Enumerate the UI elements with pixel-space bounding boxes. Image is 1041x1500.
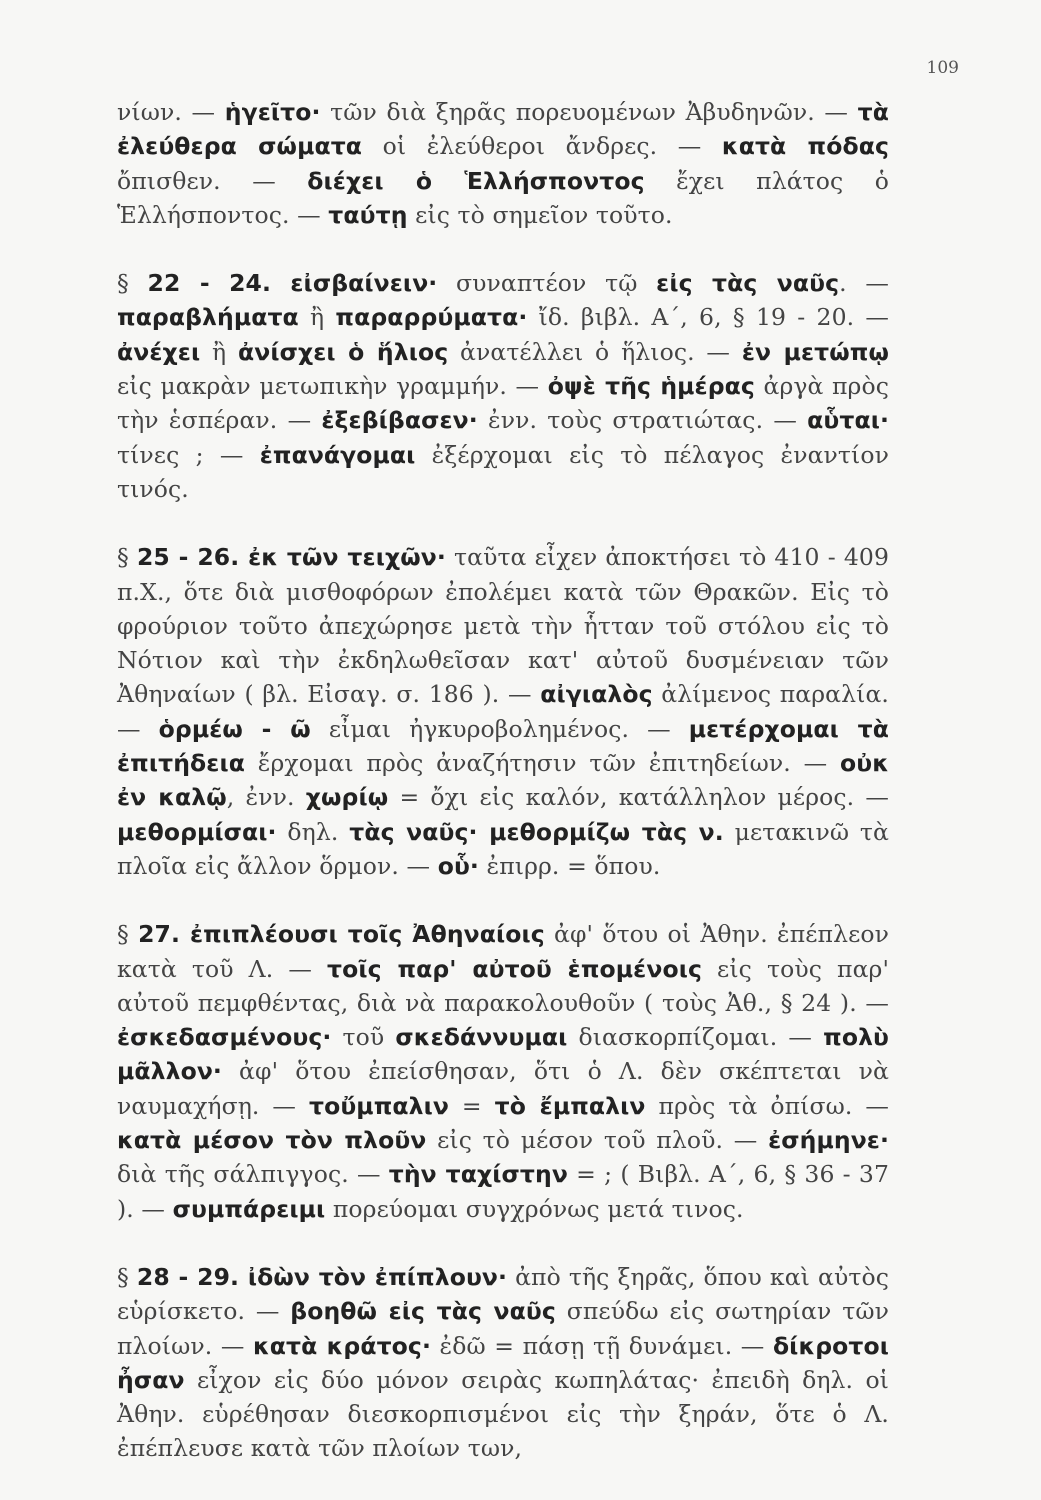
lemma-term: τὸ ἔμπαλιν [494,1091,646,1120]
lemma-term: ἐν μετώπῳ [741,337,889,366]
lemma-term: κατὰ πόδας [721,132,889,161]
gloss-text: ἔχει πλάτος ὁ Ἑλλήσποντος. — [117,166,890,229]
gloss-text: νίων. — [117,98,225,126]
lemma-term: ταύτῃ [328,200,408,229]
gloss-text: § [117,543,137,572]
gloss-text: = ; ( Βιβλ. Α΄, 6, § 36 - 37 ). — [117,1160,890,1223]
lemma-term: παραβλήματα [117,303,299,332]
gloss-text: ἐδῶ = πάσῃ τῇ δυνάμει. — [430,1331,773,1360]
gloss-text: = [448,1091,495,1120]
paragraph [117,266,889,506]
lemma-term: μεθορμίσαι· [117,817,277,846]
gloss-text: ἴδ. βιβλ. Α΄, 6, § 19 - 20. — [527,303,889,332]
lemma-term: ὀψὲ τῆς ἡμέρας [547,372,755,401]
lemma-term: 22 - 24. εἰσβαίνειν· [147,269,438,298]
gloss-text: ἀλίμενος παραλία. — [117,680,889,743]
gloss-text: εἰς τοὺς παρ' αὐτοῦ πεμφθέντας, διὰ νὰ παρακολουθοῦν ( τοὺς Ἀθ., § 24 ). — [117,954,890,1017]
gloss-text: ὄπισθεν. — [117,166,308,195]
page-number: 109 [926,58,959,78]
lemma-term: τοὔμπαλιν [308,1091,449,1120]
lemma-term: 25 - 26. ἐκ τῶν τειχῶν· [136,543,446,572]
gloss-text: ἀφ' ὅτου ἐπείσθησαν, ὅτι ὁ Λ. δὲν σκέπτεται νὰ ναυμαχήσῃ. — [117,1057,889,1120]
gloss-text: μετακινῶ τὰ πλοῖα εἰς ἄλλον ὅρμον. — [117,817,889,880]
gloss-text: δηλ. [276,817,350,846]
lemma-term: συμπάρειμι [172,1194,326,1223]
gloss-text: ἐξέρχομαι εἰς τὸ πέλαγος ἐναντίον τινός. [117,440,889,503]
paragraph [117,95,889,232]
lemma-term: πολὺ μᾶλλον· [117,1023,890,1086]
gloss-text: συναπτέον τῷ [437,269,657,298]
lemma-term: ἐσήμηνε· [768,1126,890,1155]
lemma-term: ἀνέχει [117,337,201,366]
lemma-term: τοῖς παρ' αὐτοῦ ἑπομένοις [327,954,702,983]
lemma-term: κατὰ μέσον τὸν πλοῦν [117,1126,427,1155]
lemma-term: οὐκ ἐν καλῷ [117,749,889,812]
gloss-text: , ἐνν. [226,783,306,812]
gloss-text: εἶμαι ἠγκυροβολημένος. — [310,714,689,743]
gloss-text: τοῦ [331,1023,396,1052]
gloss-text: τῶν διὰ ξηρᾶς πορευομένων Ἀβυδηνῶν. — [320,98,858,126]
gloss-text: ἀνατέλλει ὁ ἥλιος. — [448,337,742,366]
gloss-text: ἢ [298,303,336,332]
gloss-text: ἀφ' ὅτου οἱ Ἀθην. ἐπέπλεον κατὰ τοῦ Λ. — [117,920,889,983]
gloss-text: § [117,269,148,298]
lemma-term: 27. ἐπιπλέουσι τοῖς Ἀθηναίοις [138,920,545,949]
lemma-term: ἀνίσχει ὁ ἥλιος [237,337,449,366]
paragraph [117,917,889,1226]
lemma-term: σκεδάννυμαι [395,1023,568,1052]
gloss-text: οἱ ἐλεύθεροι ἄνδρες. — [362,132,722,161]
gloss-text: ταῦτα εἶχεν ἀποκτήσει τὸ 410 - 409 π.Χ., ὅτε διὰ μισθοφόρων ἐπολέμει κατὰ τῶν Θρακῶν. Εἰς τὸ φρούριον τοῦτο ἀπεχώρησε μετὰ τὴν ἧτταν τοῦ στόλου εἰς τὸ Νότιον καὶ τὴν ἐκδηλωθεῖσαν κατ' αὐτοῦ δυσμένειαν τῶν Ἀθηναίων ( βλ. Εἰσαγ. σ. 186 ). — [117,543,889,709]
lemma-term: κατὰ κράτος· [252,1331,431,1360]
gloss-text: ἐπιρρ. = ὅπου. [478,851,661,880]
lemma-term: αὗται· [807,406,889,435]
gloss-text: ἀργὰ πρὸς τὴν ἑσπέραν. — [117,372,889,435]
gloss-text: διασκορπίζομαι. — [567,1023,824,1052]
lemma-term: ἐξεβίβασεν· [321,406,478,435]
gloss-text: ἐνν. τοὺς στρατιώτας. — [477,406,808,435]
gloss-text: § [117,920,139,949]
gloss-text: πρὸς τὰ ὀπίσω. — [645,1091,889,1120]
gloss-text: εἰς τὸ μέσον τοῦ πλοῦ. — [426,1126,769,1155]
gloss-text: ἔρχομαι πρὸς ἀναζήτησιν τῶν ἐπιτηδείων. — [244,749,840,778]
commentary-text [117,95,889,1466]
gloss-text: διὰ τῆς σάλπιγγος. — [117,1160,389,1189]
gloss-text: . — [839,269,889,298]
paragraph [117,1260,889,1466]
gloss-text: ἀπὸ τῆς ξηρᾶς, ὅπου καὶ αὐτὸς εὑρίσκετο. — [117,1262,889,1326]
lemma-term: χωρίῳ [305,783,389,812]
lemma-term: ἐπανάγομαι [259,440,416,469]
lemma-term: βοηθῶ εἰς τὰς ναῦς [290,1297,556,1326]
gloss-text: = ὄχι εἰς καλόν, κατάλληλον μέρος. — [388,783,889,812]
gloss-text: τίνες ; — [117,440,260,469]
lemma-term: τὰ ἐλεύθερα σώματα [117,98,889,161]
lemma-term: παραρρύματα· [335,303,528,332]
lemma-term: ἐσκεδασμένους· [117,1023,332,1052]
gloss-text: εἰς μακρὰν μετωπικὴν γραμμήν. — [117,372,548,401]
lemma-term: τὰς ναῦς· μεθορμίζω τὰς ν. [349,817,724,846]
gloss-text: ἢ [200,337,238,366]
lemma-term: εἰς τὰς ναῦς [656,269,840,298]
lemma-term: οὗ· [437,851,479,880]
gloss-text: πορεύομαι συγχρόνως μετά τινος. [325,1194,744,1223]
lemma-term: αἰγιαλὸς [540,680,653,709]
lemma-term: μετέρχομαι τὰ ἐπιτήδεια [117,714,889,778]
lemma-term: ὁρμέω - ῶ [158,714,311,743]
gloss-text: § [117,1262,137,1291]
gloss-text: σπεύδω εἰς σωτηρίαν τῶν πλοίων. — [117,1297,889,1360]
lemma-term: δίκροτοι ἦσαν [117,1331,889,1394]
paragraph [117,540,889,883]
gloss-text: εἶχον εἰς δύο μόνον σειρὰς κωπηλάτας· ἐπειδὴ δηλ. οἱ Ἀθην. εὑρέθησαν διεσκορπισμένοι εἰς τὴν ξηράν, ὅτε ὁ Λ. ἐπέπλευσε κατὰ τῶν πλοίων των, [117,1365,889,1463]
lemma-term: 28 - 29. ἰδὼν τὸν ἐπίπλουν· [136,1262,508,1291]
lemma-term: διέχει ὁ Ἑλλήσποντος [307,166,645,195]
lemma-term: ἡγεῖτο· [224,98,321,126]
gloss-text: εἰς τὸ σημεῖον τοῦτο. [407,200,673,229]
lemma-term: τὴν ταχίστην [388,1160,568,1189]
